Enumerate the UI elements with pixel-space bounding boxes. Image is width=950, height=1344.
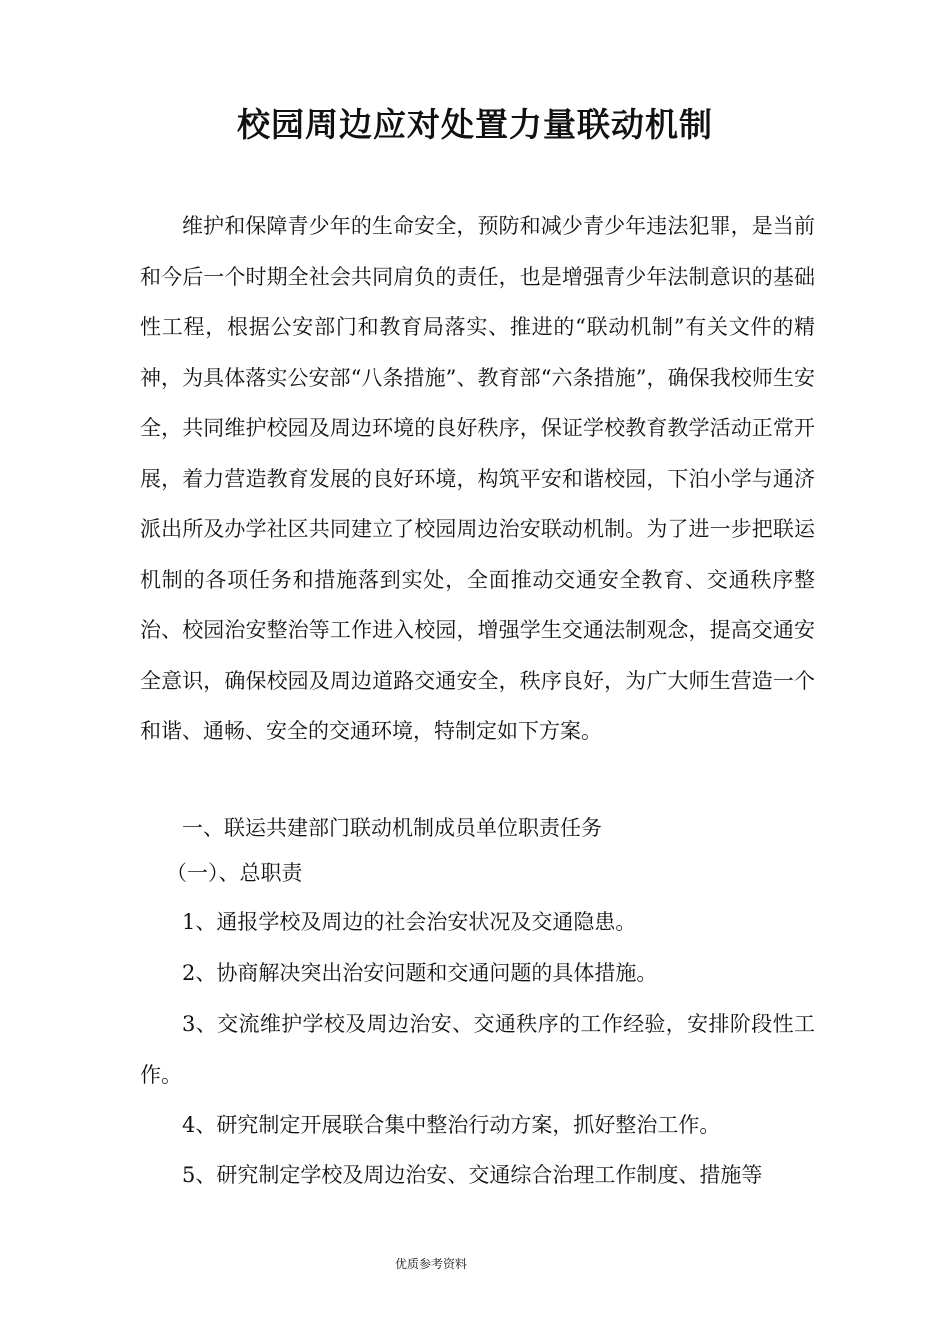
list-item: 3、交流维护学校及周边治安、交通秩序的工作经验，安排阶段性工作。 bbox=[140, 1012, 815, 1087]
list-item: 1、通报学校及周边的社会治安状况及交通隐患。 bbox=[182, 910, 637, 934]
section-heading: 一、联运共建部门联动机制成员单位职责任务 bbox=[182, 816, 602, 840]
footer-watermark: 优质参考资料 bbox=[395, 1257, 468, 1271]
document-title: 校园周边应对处置力量联动机制 bbox=[237, 105, 713, 144]
list-item: 2、协商解决突出治安问题和交通问题的具体措施。 bbox=[182, 961, 658, 985]
intro-paragraph: 维护和保障青少年的生命安全，预防和减少青少年违法犯罪，是当前和今后一个时期全社会共同肩负的责任，也是增强青少年法制意识的基础性工程，根据公安部门和教育局落实、推进的“联动机制”有关文件的精神，为具体落实公安部“八条措施”、教育部“六条措施”，确保我校师生安全，共同维护校园及周边环境的良好秩序，保证学校教育教学活动正常开展，着力营造教育发展的良好环境，构筑平安和谐校园，下泊小学与通济派出所及办学社区共同建立了校园周边治安联动机制。为了进一步把联运机制的各项任务和措施落到实处，全面推动交通安全教育、交通秩序整治、校园治安整治等工作进入校园，增强学生交通法制观念，提高交通安全意识，确保校园及周边道路交通安全，秩序良好，为广大师生营造一个和谐、通畅、安全的交通环境，特制定如下方案。 bbox=[140, 214, 815, 743]
subsection-heading: （一）、总职责 bbox=[166, 861, 303, 885]
list-item: 5、研究制定学校及周边治安、交通综合治理工作制度、措施等 bbox=[182, 1163, 763, 1187]
list-item: 4、研究制定开展联合集中整治行动方案，抓好整治工作。 bbox=[182, 1113, 721, 1137]
